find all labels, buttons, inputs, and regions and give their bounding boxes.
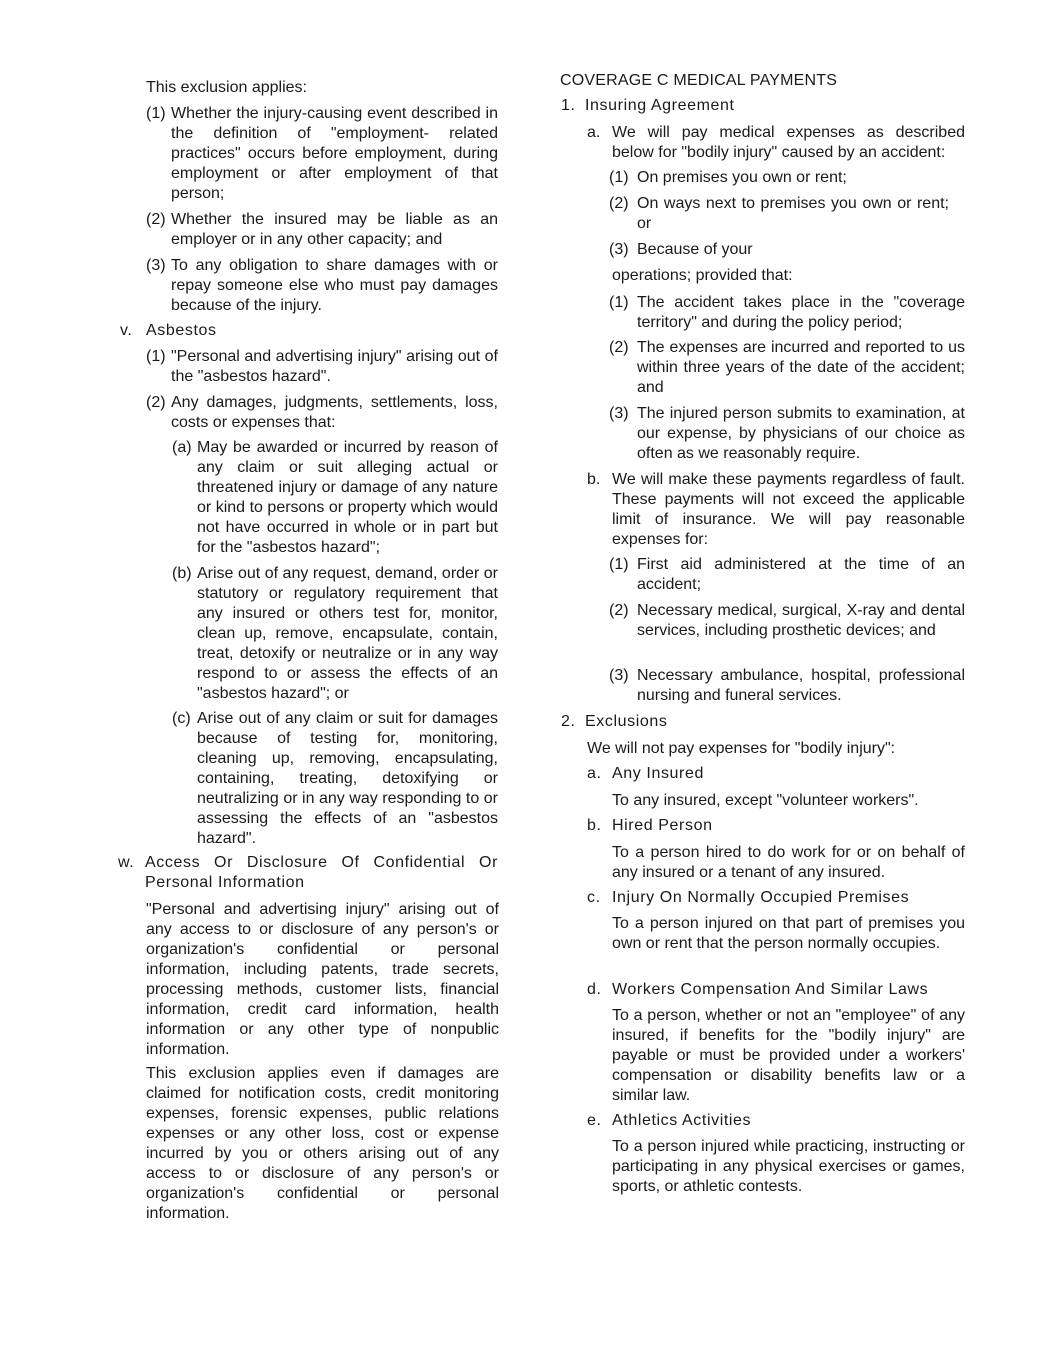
section-2-title: Exclusions bbox=[585, 713, 668, 730]
v-sub-a-num: (a) bbox=[172, 439, 192, 456]
s1-a-item-1-num: (1) bbox=[609, 169, 629, 186]
s1-a-item-2-num: (2) bbox=[609, 195, 629, 212]
s1-a-text: We will pay medical expenses as described below for "bodily injury" caused by an accident: bbox=[612, 124, 965, 161]
s1-b-item-2-text: Necessary medical, surgical, X-ray and dental services, including prosthetic devices; and bbox=[637, 602, 965, 639]
s1-b-item-1-num: (1) bbox=[609, 556, 629, 573]
section-w-title-line2: Personal Information bbox=[145, 874, 305, 891]
s1-a-cond-1-text: The accident takes place in the "coverage territory" and during the policy period; bbox=[637, 294, 965, 331]
s2-d-title: Workers Compensation And Similar Laws bbox=[612, 981, 929, 998]
v-item-1-text: "Personal and advertising injury" arising out of the "asbestos hazard". bbox=[171, 348, 498, 385]
s1-a-cond-3-num: (3) bbox=[609, 405, 629, 422]
s2-e-title: Athletics Activities bbox=[612, 1112, 752, 1129]
section-2-num: 2. bbox=[561, 713, 576, 730]
s2-a-text: To any insured, except "volunteer workers". bbox=[612, 792, 919, 809]
section-1-num: 1. bbox=[561, 97, 576, 114]
applies-1-num: (1) bbox=[146, 105, 166, 122]
s2-b-text: To a person hired to do work for or on behalf of any insured or a tenant of any insured. bbox=[612, 844, 965, 881]
exclusion-intro: This exclusion applies: bbox=[146, 79, 307, 96]
s2-d-text: To a person, whether or not an "employee" of any insured, if benefits for the "bodily injury" are payable or must be provided under a workers' compensation or disability benefits law or a similar law. bbox=[612, 1007, 965, 1104]
s1-a-cond-2-text: The expenses are incurred and reported to us within three years of the date of the accident; and bbox=[637, 339, 965, 396]
coverage-c-title: COVERAGE C MEDICAL PAYMENTS bbox=[560, 72, 838, 89]
s2-intro: We will not pay expenses for "bodily injury": bbox=[587, 740, 896, 757]
s1-b-letter: b. bbox=[587, 471, 601, 488]
s1-b-item-3-num: (3) bbox=[609, 667, 629, 684]
s1-b-item-2-num: (2) bbox=[609, 602, 629, 619]
s1-a-item-2-text: On ways next to premises you own or rent; or bbox=[637, 195, 949, 232]
v-sub-b-num: (b) bbox=[172, 565, 192, 582]
s2-c-title: Injury On Normally Occupied Premises bbox=[612, 889, 910, 906]
s1-a-cond-1-num: (1) bbox=[609, 294, 629, 311]
w-paragraph-1: "Personal and advertising injury" arising out of any access to or disclosure of any person's or organization's confidential or personal information, including patents, trade secrets, processing methods, customer lists, financial information, credit card information, health information or any other type of nonpublic information. bbox=[146, 901, 499, 1058]
v-item-1-num: (1) bbox=[146, 348, 166, 365]
applies-1-text: Whether the injury-causing event described in the definition of "employment- related practices" occurs before employment, during employment or after employment of that person; bbox=[171, 105, 498, 202]
s1-a-item-1-text: On premises you own or rent; bbox=[637, 169, 847, 186]
s1-b-text: We will make these payments regardless of fault. These payments will not exceed the applicable limit of insurance. We will pay reasonable expenses for: bbox=[612, 471, 965, 548]
section-v-title: Asbestos bbox=[146, 322, 217, 339]
s1-a-item-3-text: Because of your bbox=[637, 241, 753, 258]
s2-d-letter: d. bbox=[587, 981, 602, 998]
section-w-title-line1: Access Or Disclosure Of Confidential Or bbox=[145, 854, 498, 871]
v-sub-c-text: Arise out of any claim or suit for damages because of testing for, monitoring, cleaning up, removing, encapsulating, containing, treating, detoxifying or neutralizing or in any way responding to or assessing the effects of an "asbestos hazard". bbox=[197, 710, 498, 847]
w-paragraph-2: This exclusion applies even if damages are claimed for notification costs, credit monitoring expenses, forensic expenses, public relations expenses or any other loss, cost or expense incurred by you or others arising out of any access to or disclosure of any person's or organization's confidential or personal information. bbox=[146, 1065, 499, 1222]
section-v-letter: v. bbox=[120, 322, 133, 339]
s2-e-letter: e. bbox=[587, 1112, 602, 1129]
s1-a-letter: a. bbox=[587, 124, 601, 141]
s2-c-letter: c. bbox=[587, 889, 601, 906]
s1-b-item-3-text: Necessary ambulance, hospital, professional nursing and funeral services. bbox=[637, 667, 965, 704]
s2-e-text: To a person injured while practicing, instructing or participating in any physical exercises or games, sports, or athletic contests. bbox=[612, 1138, 965, 1195]
v-sub-c-num: (c) bbox=[172, 710, 191, 727]
s2-a-letter: a. bbox=[587, 765, 602, 782]
section-1-title: Insuring Agreement bbox=[585, 97, 735, 114]
applies-2-num: (2) bbox=[146, 211, 166, 228]
v-item-2-num: (2) bbox=[146, 394, 166, 411]
s2-c-text: To a person injured on that part of premises you own or rent that the person normally occupies. bbox=[612, 915, 965, 952]
s2-a-title: Any Insured bbox=[612, 765, 704, 782]
s1-a-continuation: operations; provided that: bbox=[612, 267, 793, 284]
v-sub-b-text: Arise out of any request, demand, order or statutory or regulatory requirement that any insured or others test for, monitor, clean up, remove, encapsulate, contain, treat, detoxify or neutralize or in any way respond to or assess the effects of an "asbestos hazard"; or bbox=[197, 565, 498, 702]
s2-b-letter: b. bbox=[587, 817, 602, 834]
s1-b-item-1-text: First aid administered at the time of an accident; bbox=[637, 556, 965, 593]
s2-b-title: Hired Person bbox=[612, 817, 713, 834]
s1-a-cond-3-text: The injured person submits to examination, at our expense, by physicians of our choice as often as we reasonably require. bbox=[637, 405, 965, 462]
v-sub-a-text: May be awarded or incurred by reason of any claim or suit alleging actual or threatened injury or damage of any nature or kind to persons or property which would not have occurred in whole or in part but for the "asbestos hazard"; bbox=[197, 439, 498, 556]
section-w-letter: w. bbox=[118, 854, 135, 871]
applies-3-text: To any obligation to share damages with or repay someone else who must pay damages because of the injury. bbox=[171, 257, 498, 314]
s1-a-cond-2-num: (2) bbox=[609, 339, 629, 356]
applies-2-text: Whether the insured may be liable as an employer or in any other capacity; and bbox=[171, 211, 498, 248]
applies-3-num: (3) bbox=[146, 257, 166, 274]
v-item-2-text: Any damages, judgments, settlements, loss, costs or expenses that: bbox=[171, 394, 498, 431]
s1-a-item-3-num: (3) bbox=[609, 241, 629, 258]
